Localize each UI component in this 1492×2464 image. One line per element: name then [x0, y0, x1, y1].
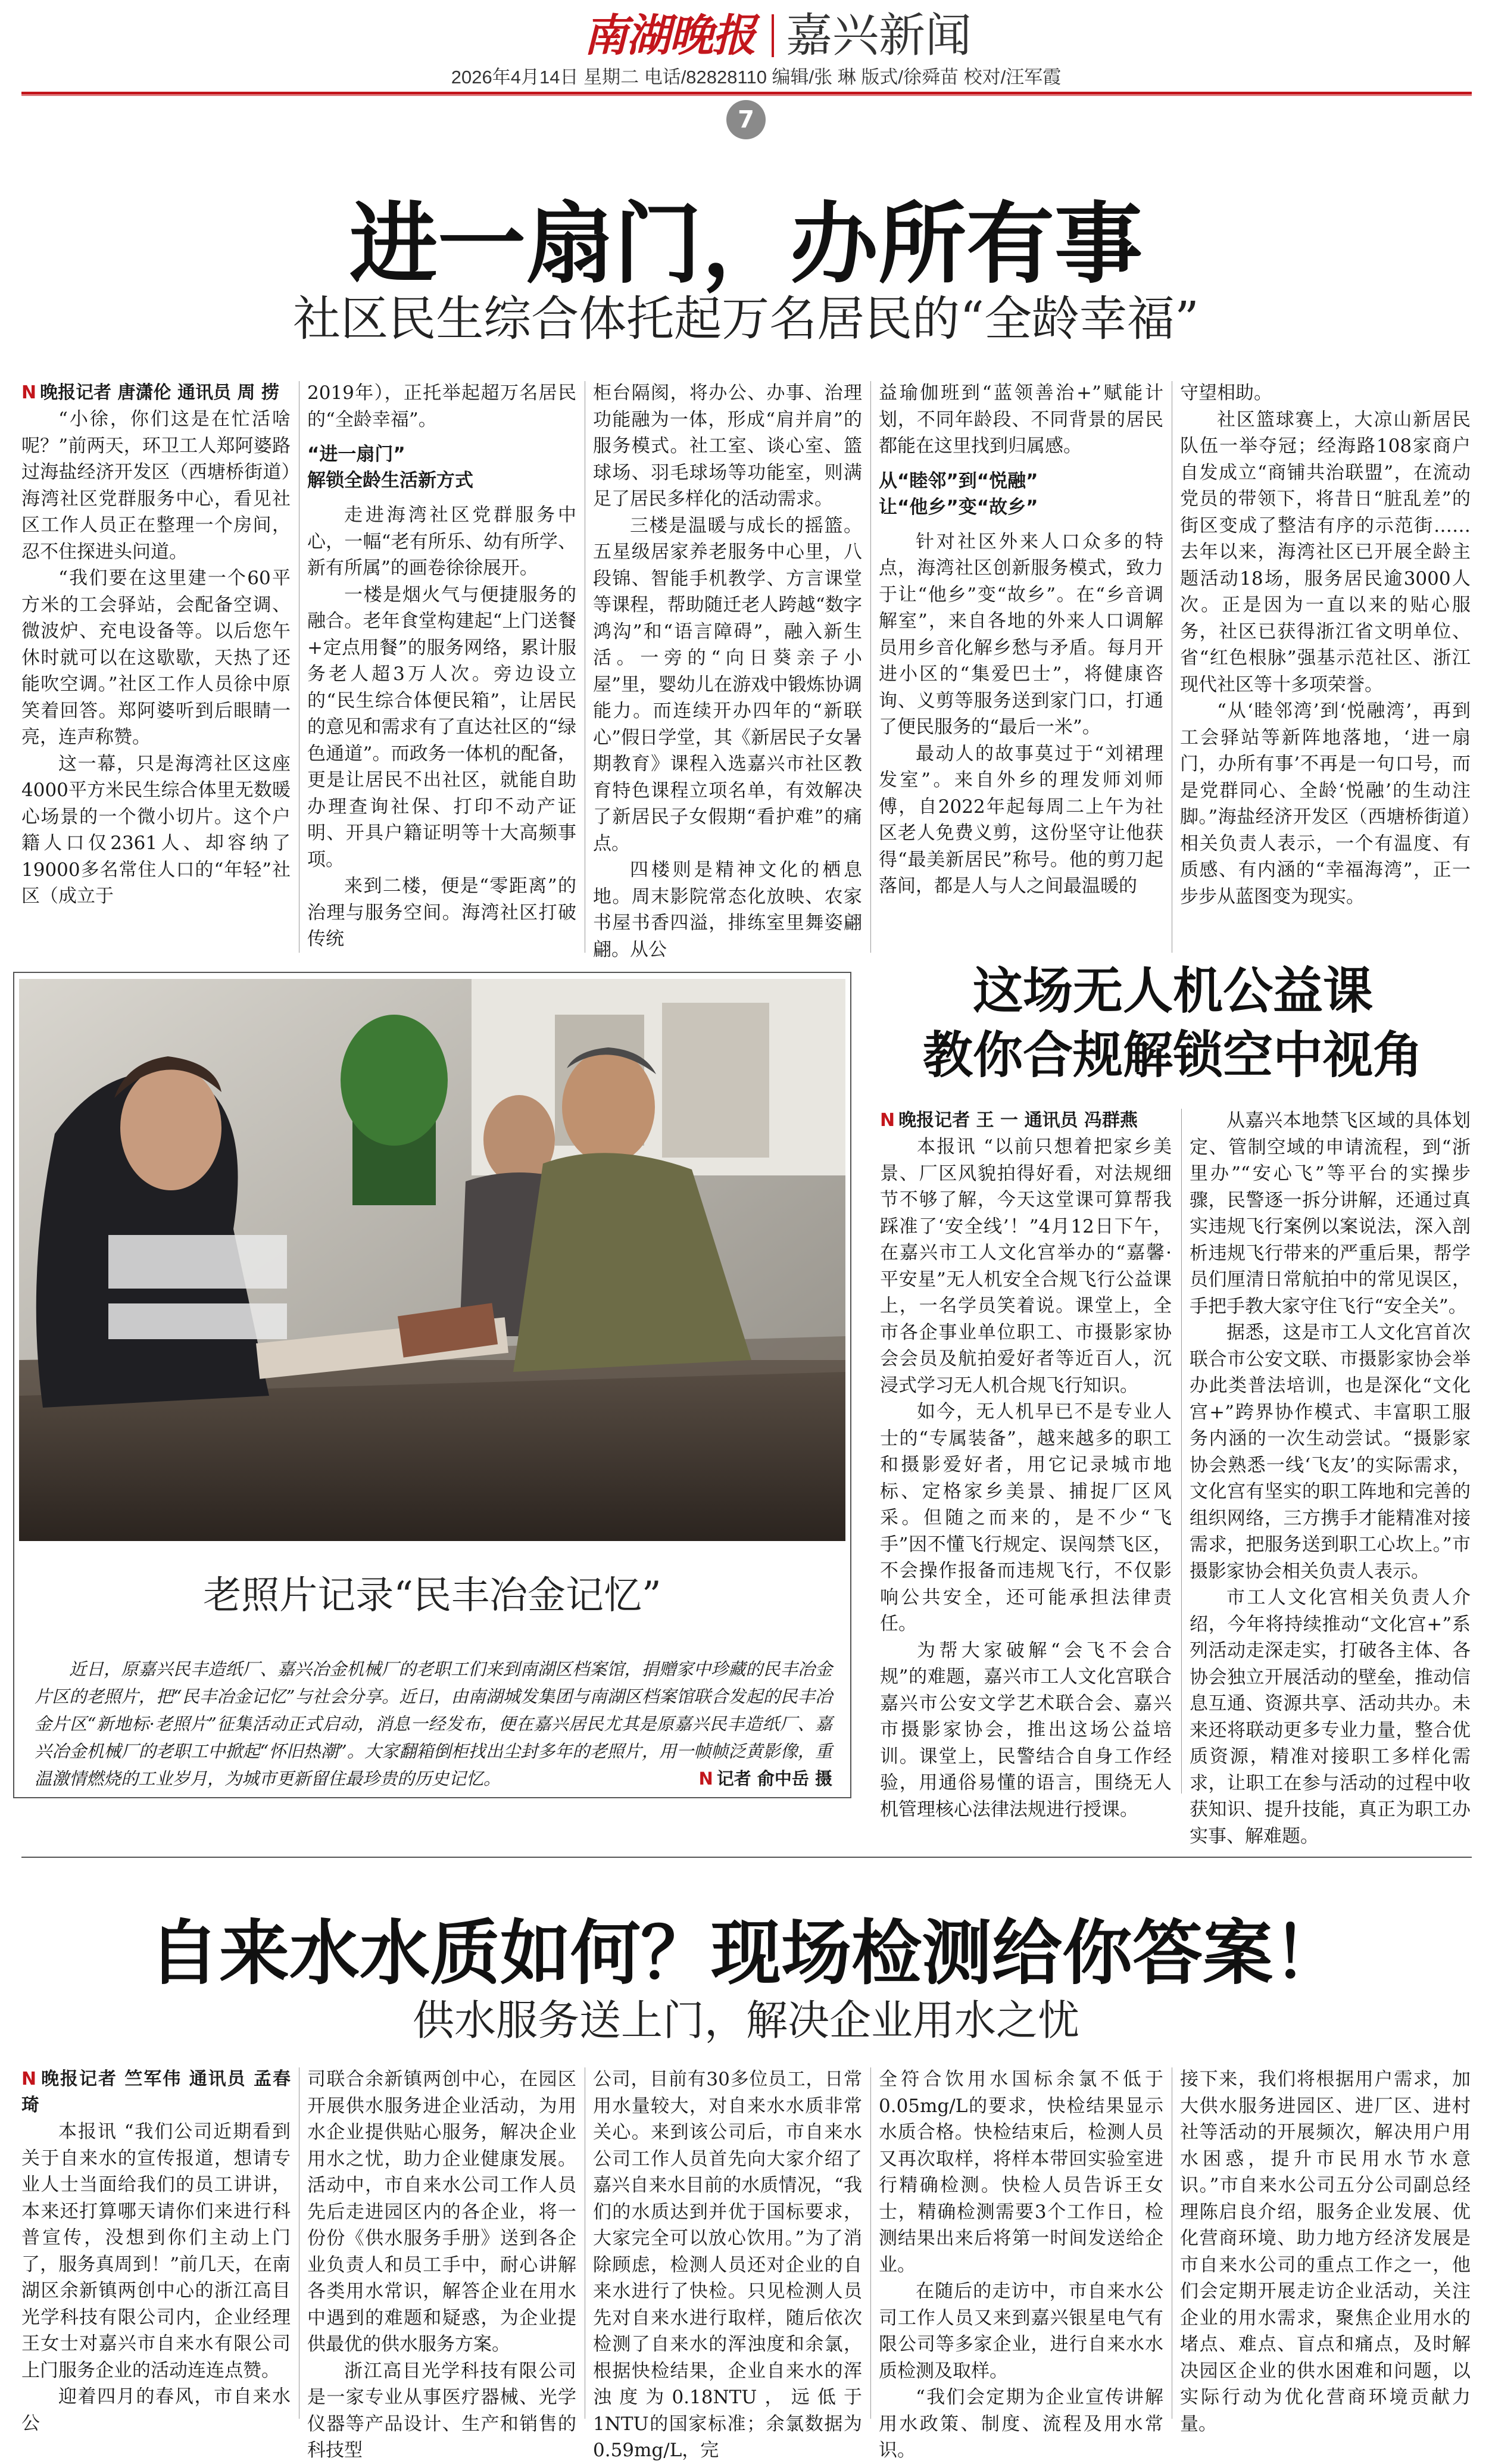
photo-illustration — [19, 979, 845, 1541]
paragraph: 本报讯 “以前只想着把家乡美景、厂区风貌拍得好看，对法规细节不够了解，今天这堂课可算帮我踩准了‘安全线’！”4月12日下午，在嘉兴市工人文化宫举办的“嘉馨·平安星”无人机安全合规飞行公益课上，一名学员笑着说。课堂上，全市各企事业单位职工、市摄影家协会会员及航拍爱好者等近百人，沉浸式学习无人机合规飞行知识。 — [880, 1136, 1172, 1396]
paragraph: 走进海湾社区党群服务中心，一幅“老有所乐、幼有所学、新有所属”的画卷徐徐展开。 — [307, 504, 576, 579]
article2-column-1 — [880, 1108, 1172, 1820]
column-rule — [870, 381, 871, 953]
article3-column-4 — [879, 2066, 1163, 2461]
paragraph: 从嘉兴本地禁飞区域的具体划定、管制空域的申请流程，到“浙里办”“安心飞”等平台的实操步骤，民警逐一拆分讲解，还通过真实违规飞行案例以案说法，深入剖析违规飞行带来的严重后果，帮学员们厘清日常航拍中的常见误区，手把手教大家守住飞行“安全关”。 — [1190, 1110, 1471, 1317]
paragraph: 本报讯 “我们公司近期看到关于自来水的宣传报道，想请专业人士当面给我们的员工讲讲，本来还打算哪天请你们来进行科普宣传，没想到你们主动上门了，服务真周到！”前几天，在南湖区余新镇两创中心的浙江高目光学科技有限公司内，企业经理王女士对嘉兴市自来水有限公司上门服务企业的活动连连点赞。 — [21, 2121, 291, 2381]
paragraph: 在随后的走访中，市自来水公司工作人员又来到嘉兴银星电气有限公司等多家企业，进行自来水水质检测及取样。 — [879, 2281, 1163, 2382]
paragraph: 四楼则是精神文化的栖息地。周末影院常态化放映、农家书屋书香四溢，排练室里舞姿翩翩。从公 — [593, 859, 862, 960]
photo-credit: N 记者 俞中岳 摄 — [630, 1765, 832, 1792]
article3-headline: 自来水水质如何？现场检测给你答案！ — [148, 1912, 1343, 1994]
paragraph: 三楼是温暖与成长的摇篮。五星级居家养老服务中心里，八段锦、智能手机教学、方言课堂等课程，帮助随迁老人跨越“数字鸿沟”和“语言障碍”，融入新生活。一旁的“向日葵亲子小屋”里，婴幼儿在游戏中锻炼协调能力。而连续开办四年的“新联心”假日学堂，其《新居民子女暑期教育》课程入选嘉兴市社区教育特色课程立项名单，有效解决了新居民子女假期“看护难”的痛点。 — [593, 514, 862, 854]
section-divider — [21, 1857, 1472, 1858]
section-title: 嘉兴新闻 — [786, 9, 972, 63]
paragraph: 这一幕，只是海湾社区这座4000平方米民生综合体里无数暖心场景的一个微小切片。这个户籍人口仅2361人、却容纳了19000多名常住人口的“年轻”社区（成立于 — [21, 753, 291, 907]
masthead-divider — [772, 14, 774, 57]
top-rule — [21, 92, 1472, 95]
article2-byline: N 晚报记者 王 一 通讯员 冯群燕 — [880, 1108, 1172, 1134]
paragraph: “我们会定期为企业宣传讲解用水政策、制度、流程及用水常识。 — [879, 2387, 1163, 2461]
column-rule — [1181, 1109, 1182, 1794]
paragraph: 如今，无人机早已不是专业人士的“专属装备”，越来越多的职工和摄影爱好者，用它记录城市地标、定格家乡美景、捕捉厂区风采。但随之而来的，是不少“飞手”因不懂飞行规定、误闯禁飞区，不会操作报备而违规飞行，不仅影响公共安全，还可能承担法律责任。 — [880, 1401, 1172, 1635]
n-logo-icon: N — [21, 382, 37, 403]
subhead: 从“睦邻”到“悦融” 让“他乡”变“故乡” — [879, 470, 1038, 518]
paragraph: 全符合饮用水国标余氯不低于0.05mg/L的要求，快检结果显示水质合格。快检结束后，检测人员又再次取样，将样本带回实验室进行精确检测。快检人员告诉王女士，精确检测需要3个工作日，检测结果出来后将第一时间发送给企业。 — [879, 2069, 1163, 2276]
article2-headline-line1: 这场无人机公益课 — [972, 962, 1373, 1020]
paragraph: “我们要在这里建一个60平方米的工会驿站，会配备空调、微波炉、充电设备等。以后您午休时就可以在这歇歇，天热了还能吹空调。”社区工作人员徐中原笑着回答。郑阿婆听到后眼睛一亮，连声称赞。 — [21, 567, 291, 748]
article3-column-2 — [307, 2066, 576, 2461]
article1-column-1 — [21, 380, 291, 952]
subhead: “进一扇门” 解锁全龄生活新方式 — [307, 444, 473, 491]
news-photo — [19, 979, 845, 1541]
article1-column-3 — [593, 380, 862, 960]
paragraph: 柜台隔阂，将办公、办事、治理功能融为一体，形成“肩并肩”的服务模式。社工室、谈心室、篮球场、羽毛球场等功能室，则满足了居民多样化的活动需求。 — [593, 382, 862, 510]
article1-byline: N 晚报记者 唐潇伦 通讯员 周 捞 — [21, 380, 291, 406]
article3-column-3 — [593, 2066, 862, 2461]
n-logo-icon: N — [21, 2069, 37, 2089]
article1-column-5 — [1180, 380, 1471, 952]
article3-column-1 — [21, 2066, 291, 2434]
article1-subheadline: 社区民生综合体托起万名居民的“全龄幸福” — [293, 291, 1199, 347]
paragraph: 益瑜伽班到“蓝领善治+”赋能计划，不同年龄段、不同背景的居民都能在这里找到归属感。 — [879, 382, 1163, 457]
paragraph: 来到二楼，便是“零距离”的治理与服务空间。海湾社区打破传统 — [307, 875, 576, 950]
paragraph: “从‘睦邻湾’到‘悦融湾’，再到工会驿站等新阵地落地，‘进一扇门，办所有事’不再是一句口号，而是党群同心、全龄‘悦融’的生动注脚。”海盐经济开发区（西塘桥街道）相关负责人表示，一个有温度、有质感、有内涵的“幸福海湾”，正一步步从蓝图变为现实。 — [1180, 700, 1471, 907]
paragraph: 浙江高目光学科技有限公司是一家专业从事医疗器械、光学仪器等产品设计、生产和销售的科技型 — [307, 2360, 576, 2461]
article1-column-4 — [879, 380, 1163, 952]
paragraph: 市工人文化宫相关负责人介绍，今年将持续推动“文化宫+”系列活动走深走实，打破各主体、各协会独立开展活动的壁垒，推动信息互通、资源共享、活动共办。未来还将联动更多专业力量，整合优质资源，精准对接职工多样化需求，让职工在参与活动的过程中收获知识、提升技能，真正为职工办实事、解难题。 — [1190, 1587, 1471, 1847]
paragraph: 公司，目前有30多位员工，日常用水量较大，对自来水水质非常关心。来到该公司后，市自来水公司工作人员首先向大家介绍了嘉兴自来水目前的水质情况，“我们的水质达到并优于国标要求，大家完全可以放心饮用。”为了消除顾虑，检测人员还对企业的自来水进行了快检。只见检测人员先对自来水进行取样，随后依次检测了自来水的浑浊度和余氯，根据快检结果，企业自来水的浑浊度为0.18NTU，远低于1NTU的国家标准；余氯数据为0.59mg/L，完 — [593, 2069, 862, 2461]
paragraph: 最动人的故事莫过于“刘裙理发室”。来自外乡的理发师刘师傅，自2022年起每周二上午为社区老人免费义剪，这份坚守让他获得“最美新居民”称号。他的剪刀起落间，都是人与人之间最温暖的 — [879, 743, 1163, 897]
article1-column-2 — [307, 380, 576, 952]
paragraph: 一楼是烟火气与便捷服务的融合。老年食堂构建起“上门送餐+定点用餐”的服务网络，累计服务老人超3万人次。旁边设立的“民生综合体便民箱”，让居民的意见和需求有了直达社区的“绿色通道”。而政务一体机的配备，更是让居民不出社区，就能自助办理查询社保、打印不动产证明、开具户籍证明等十大高频事项。 — [307, 584, 576, 871]
article1-headline: 进一扇门，办所有事 — [349, 193, 1143, 295]
newspaper-logo: 南湖晚报 — [583, 10, 755, 61]
paragraph: 迎着四月的春风，市自来水公 — [21, 2386, 291, 2434]
paragraph: 社区篮球赛上，大凉山新居民队伍一举夺冠；经海路108家商户自发成立“商铺共治联盟”，在流动党员的带领下，将昔日“脏乱差”的街区变成了整洁有序的示范街……去年以来，海湾社区已开展全龄主题活动18场，服务居民逾3000人次。正是因为一直以来的贴心服务，社区已获得浙江省文明单位、省“红色根脉”强基示范社区、浙江现代社区等十多项荣誉。 — [1180, 408, 1471, 695]
page-number-badge: 7 — [726, 100, 766, 139]
column-rule — [870, 2067, 871, 2419]
top-rule-thin — [21, 95, 1472, 96]
paragraph: “小徐，你们这是在忙活啥呢？”前两天，环卫工人郑阿婆路过海盐经济开发区（西塘桥街道）海湾社区党群服务中心，看见社区工作人员正在整理一个房间，忍不住探进头问道。 — [21, 408, 291, 563]
article2-headline-line2: 教你合规解锁空中视角 — [922, 1026, 1423, 1084]
photo-caption: 近日，原嘉兴民丰造纸厂、嘉兴冶金机械厂的老职工们来到南湖区档案馆，捐赠家中珍藏的民丰冶金片区的老照片，把“民丰冶金记忆”与社会分享。近日，由南湖城发集团与南湖区档案馆联合发起的民丰冶金片区“新地标·老照片”征集活动正式启动，消息一经发布，便在嘉兴居民尤其是原嘉兴民丰造纸厂、嘉兴冶金机械厂的老职工中掀起“怀旧热潮”。大家翻箱倒柜找出尘封多年的老照片，用一帧帧泛黄影像，重温激情燃烧的工业岁月，为城市更新留住最珍贵的历史记忆。 N 记者 俞中岳 摄 — [35, 1655, 832, 1792]
article3-subheadline: 供水服务送上门，解决企业用水之忧 — [413, 1996, 1079, 2045]
article2-column-2 — [1190, 1108, 1471, 1847]
n-logo-icon: N — [880, 1110, 895, 1131]
issue-info: 2026年4月14日 星期二 电话/82828110 编辑/张 琳 版式/徐舜苗 校对/汪军霞 — [451, 67, 1062, 88]
paragraph: 为帮大家破解“会飞不会合规”的难题，嘉兴市工人文化宫联合嘉兴市公安文学艺术联合会、嘉兴市摄影家协会，推出这场公益培训。课堂上，民警结合自身工作经验，用通俗易懂的语言，围绕无人机管理核心法律法规进行授课。 — [880, 1639, 1172, 1820]
paragraph: 接下来，我们将根据用户需求，加大供水服务进园区、进厂区、进村社等活动的开展频次，解决用户用水困惑，提升市民用水节水意识。”市自来水公司五分公司副总经理陈启良介绍，服务企业发展、优化营商环境、助力地方经济发展是市自来水公司的重点工作之一，他们会定期开展走访企业活动，关注企业的用水需求，聚焦企业用水的堵点、难点、盲点和痛点，及时解决园区企业的供水困难和问题，以实际行动为优化营商环境贡献力量。 — [1180, 2069, 1471, 2435]
n-logo-icon: N — [698, 1769, 713, 1789]
paragraph: 2019年），正托举起超万名居民的“全龄幸福”。 — [307, 382, 576, 431]
paragraph: 据悉，这是市工人文化宫首次联合市公安文联、市摄影家协会举办此类普法培训，也是深化“文化宫+”跨界协作模式、丰富职工服务内涵的一次生动尝试。“摄影家协会熟悉一线‘飞友’的实际需求，文化宫有坚实的职工阵地和完善的组织网络，三方携手才能精准对接需求，把服务送到职工心坎上。”市摄影家协会相关负责人表示。 — [1190, 1322, 1471, 1582]
article3-column-5 — [1180, 2066, 1471, 2435]
paragraph: 针对社区外来人口众多的特点，海湾社区创新服务模式，致力于让“他乡”变“故乡”。在“乡音调解室”，来自各地的外来人口调解员用乡音化解乡愁与矛盾。每月开进小区的“集爱巴士”，将健康咨询、义剪等服务送到家门口，打通了便民服务的“最后一米”。 — [879, 531, 1163, 738]
paragraph: 司联合余新镇两创中心，在园区开展供水服务进企业活动，为用水企业提供贴心服务，解决企业用水之忧，助力企业健康发展。活动中，市自来水公司工作人员先后走进园区内的各企业，将一份份《供水服务手册》送到各企业负责人和员工手中，耐心讲解各类用水常识，解答企业在用水中遇到的难题和疑惑，为企业提供最优的供水服务方案。 — [307, 2069, 576, 2355]
photo-title: 老照片记录“民丰冶金记忆” — [203, 1574, 661, 1618]
paragraph: 守望相助。 — [1180, 382, 1272, 404]
article3-byline: N 晚报记者 竺军伟 通讯员 孟春琦 — [21, 2066, 291, 2119]
